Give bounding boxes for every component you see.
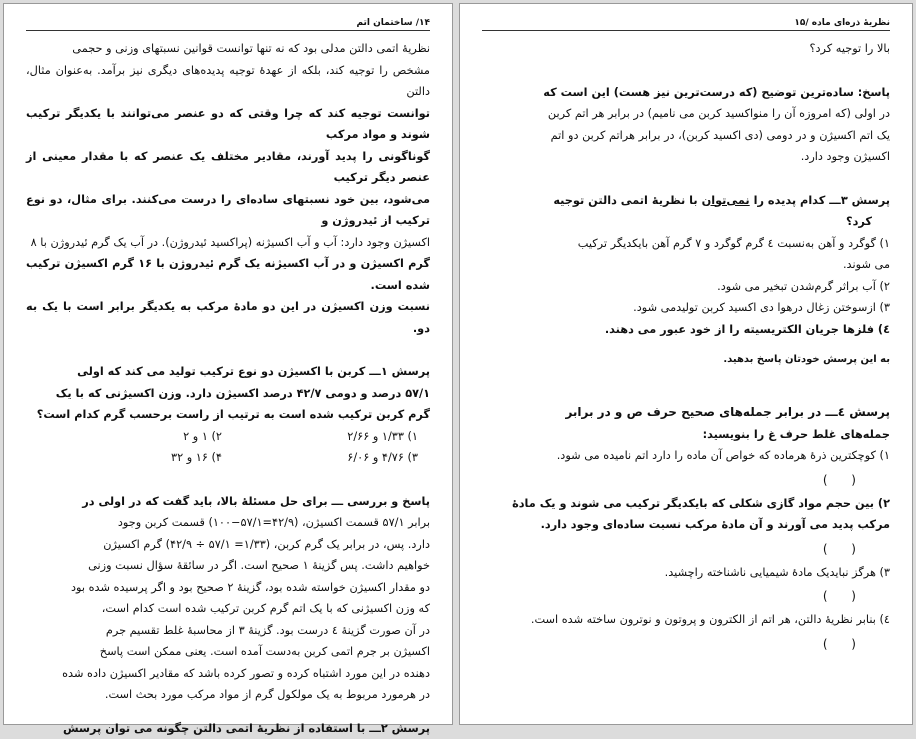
intro-line: اکسیژن وجود دارد: آب و آب اکسیژنه (پراکسید ئیدروژن). در آب یک گرم ئیدروژن با ۸ (26, 232, 430, 254)
left-page-header (26, 12, 430, 31)
q1-line: ۵۷/۱ درصد و دومی ۴۲/۷ درصد اکسیژن دارد. وزن اکسیژنی که با یک (26, 383, 430, 405)
answer-line: پاسخ و بررسی ـــ برای حل مسئلهٔ بالا، باید گفت که در اولی در (26, 491, 430, 513)
answer-2-line: در اولی (که امروزه آن را منواکسید کربن می نامیم) در برابر هر اتم کربن (482, 103, 890, 125)
intro-line: نظریهٔ اتمی دالتن مدلی بود که نه تنها توانست قوانین نسبتهای وزنی و حجمی (26, 38, 430, 60)
intro-line: گرم اکسیژن و در آب اکسیژنه یک گرم ئیدروژن با ۱۶ گرم اکسیژن ترکیب شده است. (26, 253, 430, 296)
q3-post: با نظریهٔ اتمی دالتن توجیه (553, 194, 701, 207)
q3-option: ٤) فلزها جریان الکتریسیته را از خود عبور می دهند. (482, 319, 890, 341)
answer-line: اکسیژن بر جرم اتمی کربن به‌دست آمده است. یعنی ممکن است پاسخ (26, 641, 430, 663)
answer-blank: ( ) (482, 631, 890, 657)
question-2: پرسش ۲ـــ با استفاده از نظریهٔ اتمی دالتن چگونه می توان پرسش (26, 718, 430, 739)
right-page-label: نظریهٔ ذره‌ای ماده /۱۵ (794, 18, 890, 28)
q1-line: گرم کربن ترکیب شده است به ترتیب از راست برحسب گرم کدام است؟ (26, 404, 430, 426)
answer-line: در آن صورت گزینهٔ ٤ درست بود. گزینهٔ ۳ از محاسبهٔ غلط تقسیم جرم (26, 620, 430, 642)
right-page-body (482, 38, 890, 657)
question-4 (482, 402, 890, 657)
q4-item-4: ٤) بنابر نظریهٔ دالتن، هر اتم از الکترون و پروتون و نوترون ساخته شده است. (482, 609, 890, 631)
intro-line: مشخص را توجیه کند، بلکه از عهدهٔ توجیه پدیده‌های دیگری نیز برآمد. به‌عنوان مثال، دالتن (26, 60, 430, 103)
left-page (3, 3, 453, 725)
intro-line: نسبت وزن اکسیژن در این دو مادهٔ مرکب به یکدیگر برابر است با یک به دو. (26, 296, 430, 339)
q3-option: می شوند. (482, 254, 890, 276)
self-answer-note: به این پرسش خودتان پاسخ بدهید. (482, 350, 890, 370)
answer-line: دهنده در این مورد اشتباه کرده و تصور کرده باشد که مقادیر اکسیژن داده شده (26, 663, 430, 685)
answer-line: در هرمورد مربوط به یک مولکول گرم از مواد مرکب مورد بحث است. (26, 684, 430, 706)
q1-option-2: ۲) ۱ و ۲ (26, 426, 222, 448)
q4-item-1: ۱) کوچکترین ذرهٔ هرماده که خواص آن ماده را دارد اتم نامیده می شود. (482, 445, 890, 467)
right-page-header (482, 12, 890, 31)
answer-line: خواهیم داشت. پس گزینهٔ ۱ صحیح است. اگر در سائقهٔ سؤال نسبت وزنی (26, 555, 430, 577)
answer-line: که وزن اکسیژنی که با یک اتم گرم کربن ترکیب شده است کدام است، (26, 598, 430, 620)
answer-2 (482, 82, 890, 168)
q3-line: کرد؟ (482, 211, 890, 233)
q4-item-2: مرکب پدید می آورند و آن مادهٔ مرکب نسبت ساده‌ای وجود دارد. (482, 514, 890, 536)
q1-options (26, 426, 430, 469)
answer-2-line: اکسیژن وجود دارد. (482, 146, 890, 168)
q4-item-2: ۲) بین حجم مواد گازی شکلی که بایکدیگر ترکیب می شوند و یک مادهٔ (482, 493, 890, 515)
q3-option: ۱) گوگرد و آهن به‌نسبت ٤ گرم گوگرد و ۷ گرم آهن بایکدیگر ترکیب (482, 233, 890, 255)
answer-line: دو مقدار اکسیژن خواسته شده بود، گزینهٔ ۲ صحیح بود و اگر پرسیده شده بود (26, 577, 430, 599)
q3-line (482, 190, 890, 212)
intro-line: توانست توجیه کند که چرا وقتی که دو عنصر می‌توانند با یکدیگر ترکیب شوند و مواد مرکب (26, 103, 430, 146)
q1-option-3: ۳) ۴/۷۶ و ۶/۰۶ (222, 447, 418, 469)
q1-line: پرسش ۱ـــ کربن با اکسیژن دو نوع ترکیب تولید می کند که اولی (26, 361, 430, 383)
left-page-label: ۱۴/ ساختمان اتم (356, 18, 430, 28)
q3-underlined: نمی‌توان (702, 194, 750, 207)
intro-line: می‌شود، بین خود نسبتهای ساده‌ای را درست می‌کنند. برای مثال، دو نوع ترکیب از ئیدروژن و (26, 189, 430, 232)
intro-paragraph (26, 38, 430, 339)
q1-option-4: ۴) ۱۶ و ۳۲ (26, 447, 222, 469)
answer-blank: ( ) (482, 583, 890, 609)
left-page-body (26, 38, 430, 739)
continued-question: بالا را توجیه کرد؟ (482, 38, 890, 60)
answer-1 (26, 491, 430, 706)
answer-blank: ( ) (482, 536, 890, 562)
answer-blank: ( ) (482, 467, 890, 493)
answer-line: دارد. پس، در برابر یک گرم کربن، (۱/۳۳= ۵۷/۱ ÷ ۴۲/۹) گرم اکسیژن (26, 534, 430, 556)
answer-line: برابر ۵۷/۱ قسمت اکسیژن، (۴۲/۹=۵۷/۱−۱۰۰) قسمت کربن وجود (26, 512, 430, 534)
right-page (459, 3, 913, 725)
intro-line: گوناگونی را پدید آورند، مقادیر مختلف یک عنصر که با مقدار معینی از عنصر دیگر ترکیب (26, 146, 430, 189)
question-3 (482, 190, 890, 371)
q3-option: ۳) ازسوختن زغال درهوا دی اکسید کربن تولیدمی شود. (482, 297, 890, 319)
q4-line: پرسش ٤ـــ در برابر جمله‌های صحیح حرف ص و در برابر (482, 402, 890, 424)
q3-option: ۲) آب براثر گرم‌شدن تبخیر می شود. (482, 276, 890, 298)
q3-pre: پرسش ۳ـــ کدام پدیده را (750, 194, 890, 207)
answer-2-line: پاسخ: ساده‌ترین توضیح (که درست‌ترین نیز هست) این است که (482, 82, 890, 104)
q4-line: جمله‌های غلط حرف غ را بنویسید: (482, 424, 890, 446)
q1-option-1: ۱) ۱/۳۳ و ۲/۶۶ (222, 426, 418, 448)
question-1 (26, 361, 430, 426)
q4-item-3: ۳) هرگز نبایدیک مادهٔ شیمیایی ناشناخته راچشید. (482, 562, 890, 584)
answer-2-line: یک اتم اکسیژن و در دومی (دی اکسید کربن)، در برابر هراتم کربن دو اتم (482, 125, 890, 147)
